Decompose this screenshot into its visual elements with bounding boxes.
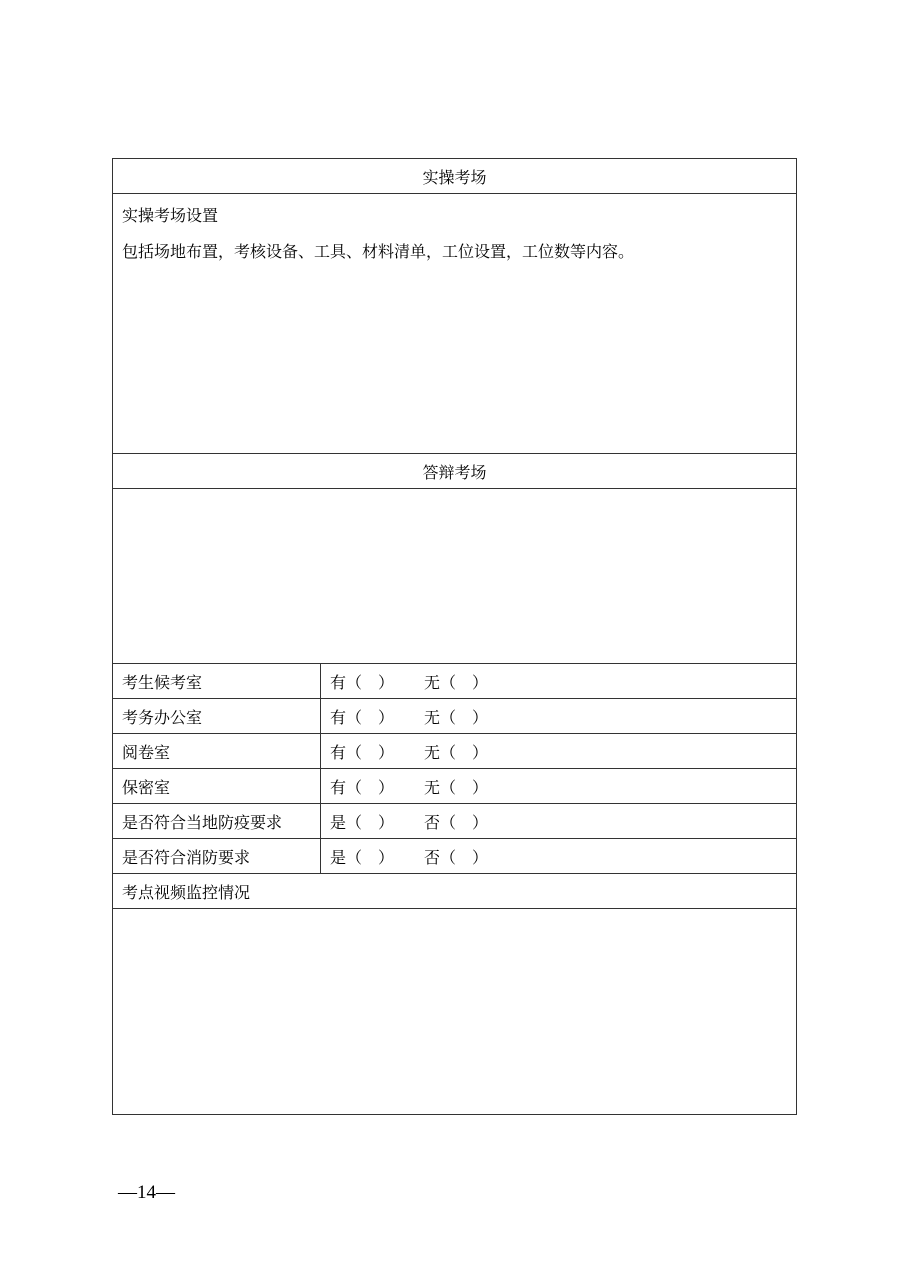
defense-section-header: 答辩考场 <box>113 454 797 489</box>
facility-options <box>321 734 797 769</box>
option-no[interactable]: 否（ ） <box>424 812 489 832</box>
facility-options <box>321 699 797 734</box>
option-yes[interactable]: 是（ ） <box>330 847 395 867</box>
page-number: —14— <box>118 1182 175 1203</box>
facility-options <box>321 804 797 839</box>
exam-site-form-table <box>112 158 797 1115</box>
option-no[interactable]: 无（ ） <box>424 707 489 727</box>
defense-content-cell[interactable] <box>113 489 797 664</box>
option-no[interactable]: 否（ ） <box>424 847 489 867</box>
facility-row <box>113 804 797 839</box>
video-monitoring-content-cell[interactable] <box>113 909 797 1115</box>
facility-row <box>113 734 797 769</box>
facility-label: 是否符合消防要求 <box>113 839 321 874</box>
practical-setup-description: 包括场地布置，考核设备、工具、材料清单，工位设置，工位数等内容。 <box>122 242 635 261</box>
facility-options <box>321 664 797 699</box>
video-monitoring-title: 考点视频监控情况 <box>113 874 797 909</box>
facility-row <box>113 839 797 874</box>
practical-section-header: 实操考场 <box>113 159 797 194</box>
option-yes[interactable]: 是（ ） <box>330 812 395 832</box>
option-no[interactable]: 无（ ） <box>424 672 489 692</box>
practical-setup-title: 实操考场设置 <box>122 206 219 225</box>
facility-row <box>113 699 797 734</box>
option-yes[interactable]: 有（ ） <box>330 742 395 762</box>
facility-options <box>321 769 797 804</box>
practical-setup-cell[interactable] <box>113 194 797 454</box>
option-yes[interactable]: 有（ ） <box>330 707 395 727</box>
option-yes[interactable]: 有（ ） <box>330 672 395 692</box>
facility-label: 保密室 <box>113 769 321 804</box>
facility-options <box>321 839 797 874</box>
facility-label: 是否符合当地防疫要求 <box>113 804 321 839</box>
facility-row <box>113 769 797 804</box>
facility-row <box>113 664 797 699</box>
facility-label: 考务办公室 <box>113 699 321 734</box>
facility-label: 考生候考室 <box>113 664 321 699</box>
facility-label: 阅卷室 <box>113 734 321 769</box>
option-yes[interactable]: 有（ ） <box>330 777 395 797</box>
option-no[interactable]: 无（ ） <box>424 742 489 762</box>
option-no[interactable]: 无（ ） <box>424 777 489 797</box>
